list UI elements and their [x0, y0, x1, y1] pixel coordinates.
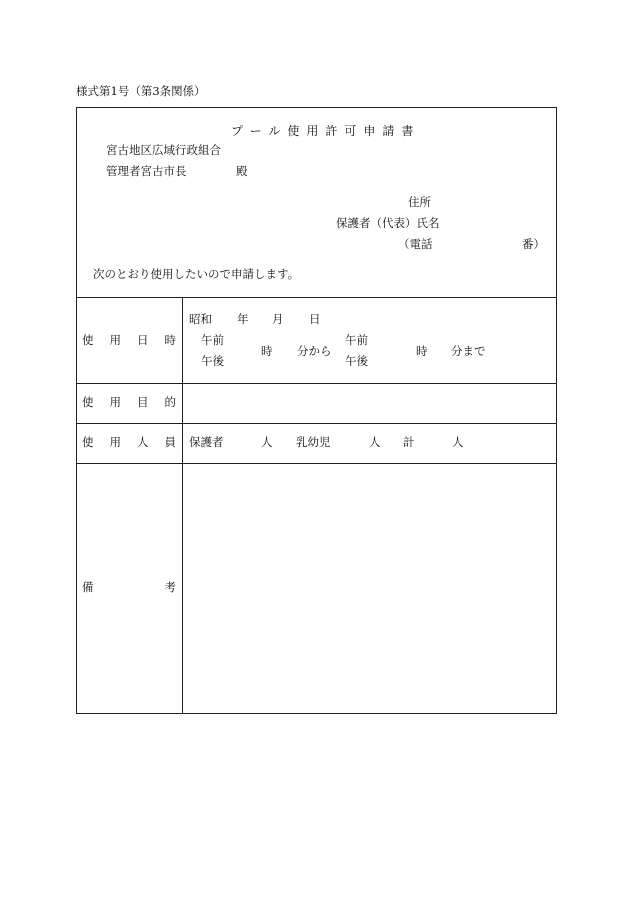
form-title: プール使用許可申請書: [231, 124, 421, 138]
guardian-label: 保護者: [189, 435, 224, 449]
addressee-org: 宮古地区広域行政組合: [106, 143, 221, 157]
guardian-unit: 人: [261, 435, 273, 449]
intro-text: 次のとおり使用したいので申請します。: [93, 267, 300, 281]
people-row-label: [82, 437, 176, 449]
date-label-char: 日: [137, 333, 149, 347]
date-label-char: 時: [164, 333, 176, 347]
row-divider-people: [76, 463, 556, 464]
phone-close-label: 番）: [522, 237, 545, 251]
end-am-label: 午前: [345, 333, 368, 347]
start-minute-from-label: 分から: [297, 344, 332, 358]
people-label-char: 人: [137, 435, 149, 449]
end-hour-label: 時: [416, 344, 428, 358]
people-label-char: 使: [82, 435, 94, 449]
end-pm-label: 午後: [345, 354, 368, 368]
purpose-label-char: 用: [109, 395, 121, 409]
end-minute-until-label: 分まで: [451, 344, 486, 358]
purpose-label-char: 目: [137, 395, 149, 409]
start-hour-label: 時: [261, 344, 273, 358]
total-unit: 人: [452, 435, 464, 449]
total-label: 計: [403, 435, 415, 449]
applicant-name-label: 保護者（代表）氏名: [336, 216, 440, 230]
day-label: 日: [309, 312, 321, 326]
remarks-row-label: [82, 582, 176, 594]
remarks-label-char: 考: [164, 580, 176, 594]
infant-label: 乳幼児: [296, 435, 331, 449]
phone-open-label: （電話: [398, 237, 433, 251]
people-label-char: 員: [164, 435, 176, 449]
start-pm-label: 午後: [201, 354, 224, 368]
form-number: 様式第1号（第3条関係）: [76, 84, 206, 98]
people-label-char: 用: [109, 435, 121, 449]
purpose-label-char: 的: [164, 395, 176, 409]
address-label: 住所: [408, 195, 431, 209]
year-label: 年: [237, 312, 249, 326]
addressee-manager: 管理者宮古市長: [106, 164, 187, 178]
row-divider-date: [76, 383, 556, 384]
month-label: 月: [272, 312, 284, 326]
start-am-label: 午前: [201, 333, 224, 347]
honorific: 殿: [236, 164, 248, 178]
date-label-char: 使: [82, 333, 94, 347]
row-divider-purpose: [76, 423, 556, 424]
label-column-divider: [182, 297, 183, 713]
era-label: 昭和: [189, 312, 212, 326]
purpose-label-char: 使: [82, 395, 94, 409]
date-row-label: [82, 335, 176, 347]
purpose-row-label: [82, 397, 176, 409]
row-divider-top: [76, 297, 556, 298]
infant-unit: 人: [369, 435, 381, 449]
form-border: [76, 107, 557, 714]
remarks-label-char: 備: [82, 580, 94, 594]
date-label-char: 用: [109, 333, 121, 347]
